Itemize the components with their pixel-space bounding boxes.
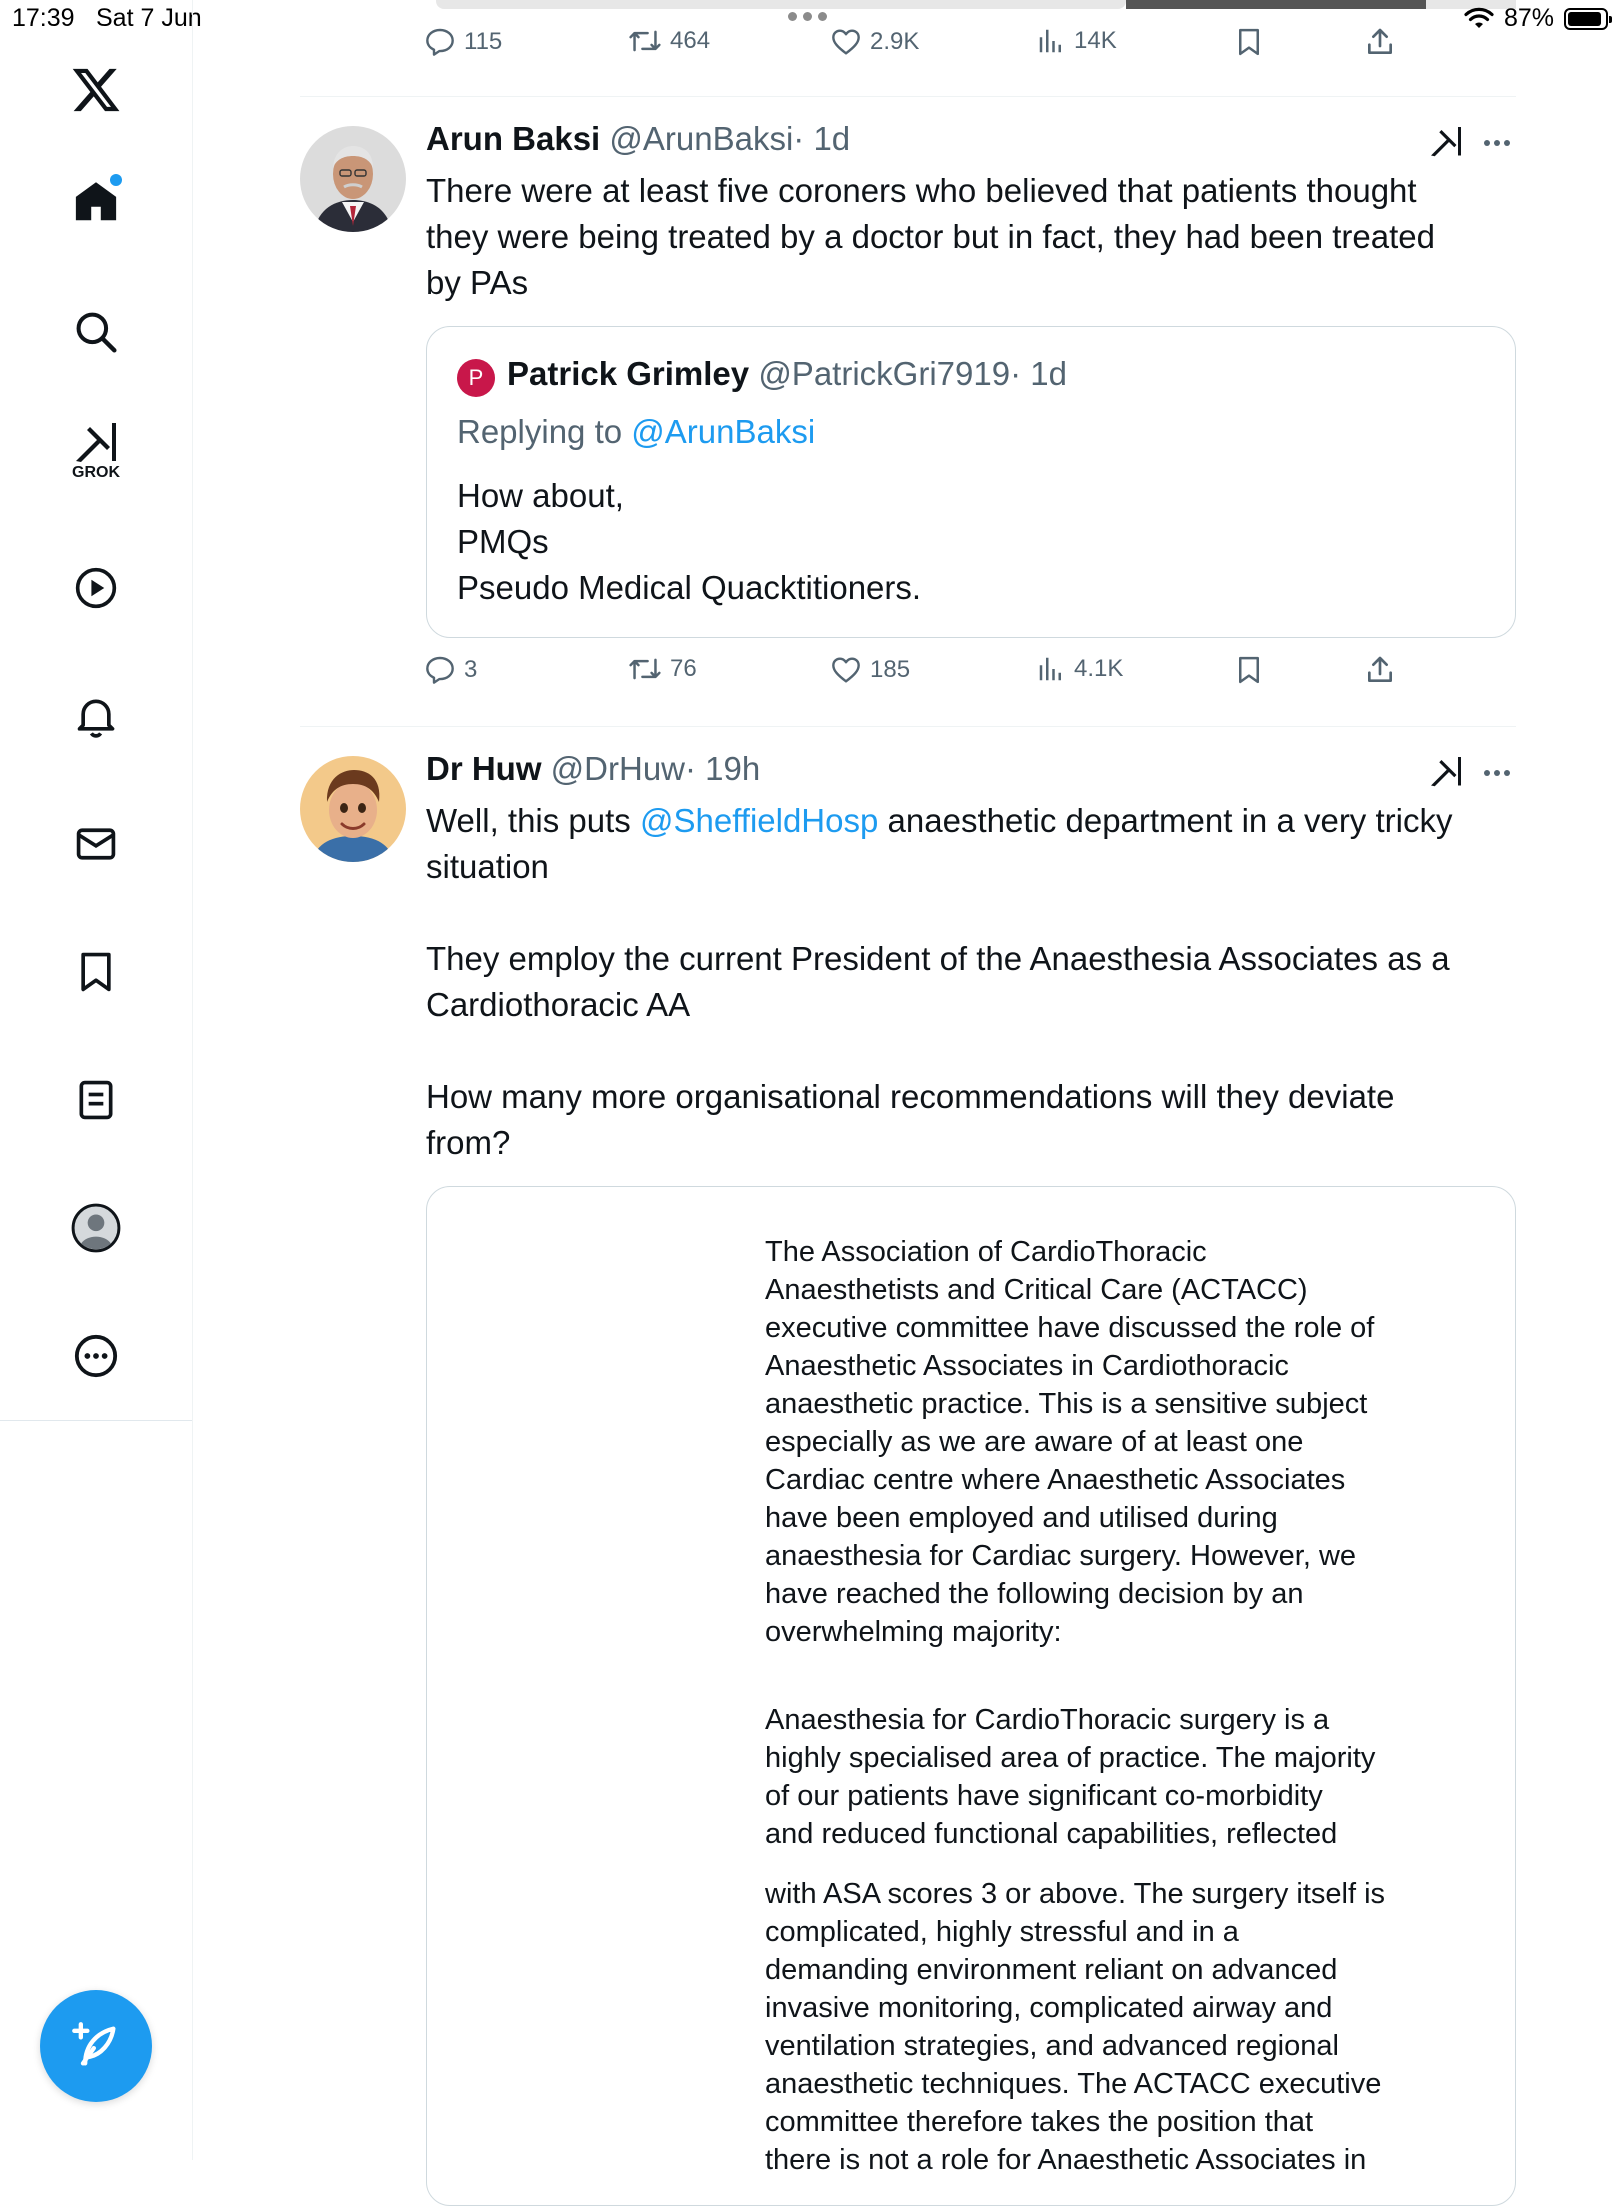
compose-post-button[interactable] (40, 1990, 152, 2102)
tweet-text-line: situation (426, 848, 549, 885)
grok-icon[interactable] (1428, 124, 1464, 165)
share-upload-icon (1364, 654, 1396, 686)
quoted-tweet-card[interactable] (426, 326, 1516, 638)
quote-author-name[interactable]: Patrick Grimley (507, 355, 750, 392)
like-button[interactable] (830, 26, 919, 58)
wifi-icon (1464, 7, 1494, 31)
tweet-timestamp[interactable]: · 1d (793, 120, 851, 157)
quote-author-line (507, 355, 1067, 393)
nav-divider (0, 1420, 192, 1421)
reply-count: 115 (464, 28, 503, 55)
status-time: 17:39 (12, 4, 75, 32)
document-paragraph (765, 1233, 1465, 1651)
document-line: invasive monitoring, complicated airway and (765, 1992, 1333, 2024)
views-count: 14K (1074, 27, 1117, 54)
heart-icon (830, 26, 862, 58)
tweet-text (426, 798, 1516, 1166)
like-button[interactable] (830, 654, 910, 686)
document-line: executive committee have discussed the role of (765, 1312, 1375, 1344)
avatar[interactable] (300, 126, 406, 232)
quote-text (457, 473, 921, 611)
document-line: anaesthetic techniques. The ACTACC executive (765, 2068, 1382, 2100)
tweet-text (426, 168, 1516, 306)
bookmark-icon (1234, 26, 1264, 58)
battery-icon (1564, 8, 1608, 30)
tweet-actions (424, 26, 1424, 76)
status-date: Sat 7 Jun (96, 4, 202, 32)
replying-to-label: Replying to (457, 413, 623, 450)
document-line: Anaesthesia for CardioThoracic surgery is a (765, 1704, 1330, 1736)
tweet-author-line (426, 750, 760, 788)
document-text (765, 1233, 1465, 2179)
tweet-more-icon[interactable] (1484, 770, 1510, 776)
document-line: demanding environment reliant on advanced (765, 1954, 1338, 1986)
document-line: The Association of CardioThoracic (765, 1236, 1207, 1268)
multitasking-dots-icon[interactable] (788, 12, 827, 21)
author-name[interactable]: Arun Baksi (426, 120, 601, 157)
reply-count: 3 (464, 656, 478, 683)
tweet-text-line (426, 798, 1516, 844)
tweet-divider (300, 726, 1516, 727)
side-navigation (0, 0, 193, 2160)
replying-to-handle[interactable]: @ArunBaksi (631, 413, 816, 450)
tweet-media-image[interactable] (426, 1186, 1516, 2206)
grok-icon[interactable] (56, 412, 136, 492)
previous-tweet-media-edge-dark (1126, 0, 1426, 9)
quote-timestamp: · 1d (1010, 355, 1067, 392)
notifications-bell-icon[interactable] (56, 676, 136, 756)
document-line: there is not a role for Anaesthetic Associates in (765, 2144, 1367, 2176)
repost-icon (628, 26, 662, 56)
repost-button[interactable] (628, 26, 710, 56)
repost-icon (628, 654, 662, 684)
search-icon[interactable] (56, 292, 136, 372)
tweet-divider (300, 96, 1516, 97)
document-paragraph (765, 1701, 1465, 1853)
tweet-text-line: Cardiothoracic AA (426, 986, 691, 1023)
document-line: Anaesthetists and Critical Care (ACTACC) (765, 1274, 1308, 1306)
document-line: of our patients have significant co-morbidity (765, 1780, 1323, 1812)
bookmark-button[interactable] (1234, 26, 1264, 58)
mention-link[interactable]: @SheffieldHosp (639, 802, 879, 839)
quote-avatar[interactable]: P (457, 359, 495, 397)
repost-count: 76 (670, 655, 697, 682)
tweet-text-line: by PAs (426, 264, 529, 301)
status-indicators (1464, 4, 1608, 33)
quote-text-line: How about, (457, 477, 624, 514)
document-line: especially as we are aware of at least one (765, 1426, 1304, 1458)
like-count: 2.9K (870, 28, 920, 55)
document-line: overwhelming majority: (765, 1616, 1062, 1648)
bookmarks-icon[interactable] (56, 932, 136, 1012)
tweet-more-icon[interactable] (1484, 140, 1510, 146)
views-chart-icon (1036, 26, 1066, 56)
tweet-text-line: How many more organisational recommendations will they deviate (426, 1078, 1395, 1115)
author-handle[interactable]: @DrHuw (550, 750, 686, 787)
author-name[interactable]: Dr Huw (426, 750, 542, 787)
document-line: have reached the following decision by an (765, 1578, 1304, 1610)
replying-to-line (457, 413, 815, 451)
views-button[interactable] (1036, 26, 1117, 56)
lists-icon[interactable] (56, 1060, 136, 1140)
reply-icon (424, 26, 456, 58)
document-line: anaesthetic practice. This is a sensitive subject (765, 1388, 1368, 1420)
document-line: ventilation strategies, and advanced regional (765, 2030, 1339, 2062)
share-upload-icon (1364, 26, 1396, 58)
document-paragraph (765, 1875, 1465, 2179)
battery-percent: 87% (1503, 4, 1554, 32)
tweet-timestamp[interactable]: · 19h (685, 750, 761, 787)
home-icon[interactable] (56, 162, 136, 242)
document-line: have been employed and utilised during (765, 1502, 1278, 1534)
tweet-text-line: There were at least five coroners who believed that patients thought (426, 172, 1417, 209)
tweet-text-line: from? (426, 1124, 511, 1161)
previous-tweet-media-edge (436, 0, 1126, 9)
tweet-text-line: They employ the current President of the Anaesthesia Associates as a (426, 940, 1450, 977)
video-play-icon[interactable] (56, 548, 136, 628)
tweet-author-line (426, 120, 850, 158)
tweet-actions (424, 654, 1424, 704)
quote-text-line: Pseudo Medical Quacktitioners. (457, 569, 922, 606)
tweet-text-segment: anaesthetic department in a very tricky (887, 802, 1453, 839)
reply-button[interactable] (424, 26, 502, 58)
bookmark-icon (1234, 654, 1264, 686)
tweet-text-segment: Well, this puts (426, 802, 631, 839)
home-notification-dot (110, 174, 122, 186)
document-line: and reduced functional capabilities, reflected (765, 1818, 1338, 1850)
document-line: highly specialised area of practice. The majority (765, 1742, 1376, 1774)
grok-icon[interactable] (1428, 754, 1464, 795)
author-handle[interactable]: @ArunBaksi (609, 120, 794, 157)
document-line: committee therefore takes the position that (765, 2106, 1314, 2138)
reply-button[interactable] (424, 654, 477, 686)
grok-label: GROK (72, 464, 120, 481)
views-button[interactable] (1036, 654, 1123, 684)
avatar[interactable] (300, 756, 406, 862)
compose-feather-icon (70, 2020, 122, 2072)
quote-author-handle[interactable]: @PatrickGri7919 (758, 355, 1011, 392)
profile-avatar-icon[interactable] (56, 1188, 136, 1268)
share-button[interactable] (1364, 26, 1396, 58)
document-line: complicated, highly stressful and in a (765, 1916, 1239, 1948)
views-chart-icon (1036, 654, 1066, 684)
x-logo-icon[interactable] (56, 50, 136, 130)
document-line: Cardiac centre where Anaesthetic Associates (765, 1464, 1346, 1496)
messages-envelope-icon[interactable] (56, 804, 136, 884)
document-line: anaesthesia for Cardiac surgery. However, we (765, 1540, 1357, 1572)
reply-icon (424, 654, 456, 686)
repost-count: 464 (670, 27, 711, 54)
more-options-icon[interactable] (56, 1316, 136, 1396)
document-line: with ASA scores 3 or above. The surgery itself is (765, 1878, 1386, 1910)
bookmark-button[interactable] (1234, 654, 1264, 686)
heart-icon (830, 654, 862, 686)
views-count: 4.1K (1074, 655, 1124, 682)
like-count: 185 (870, 656, 911, 683)
quote-text-line: PMQs (457, 523, 549, 560)
tweet-text-line: they were being treated by a doctor but in fact, they had been treated (426, 218, 1435, 255)
document-line: Anaesthetic Associates in Cardiothoracic (765, 1350, 1289, 1382)
share-button[interactable] (1364, 654, 1396, 686)
repost-button[interactable] (628, 654, 697, 684)
